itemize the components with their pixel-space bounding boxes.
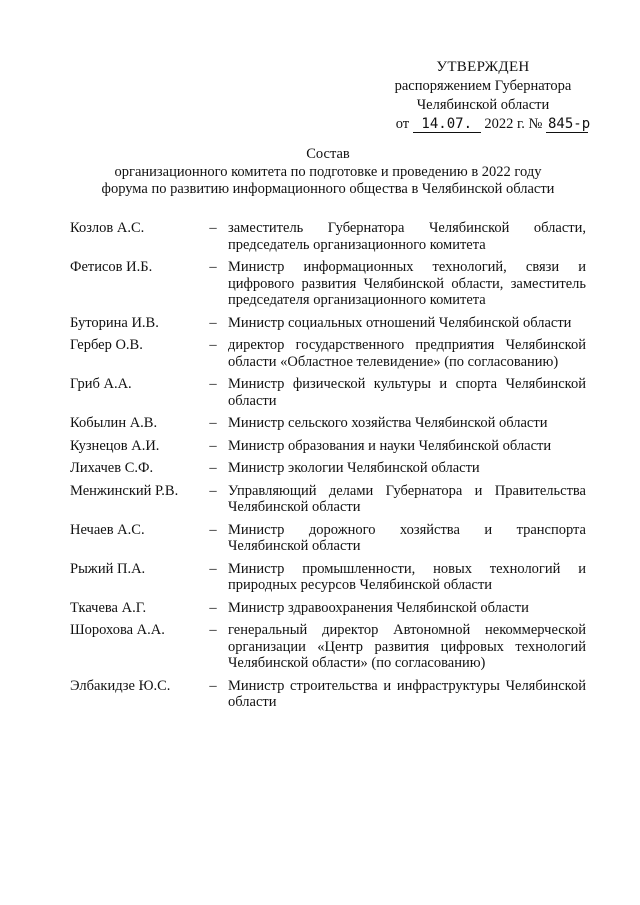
member-position: Министр социальных отношений Челябинской области [228,314,572,331]
member-dash: – [209,220,217,236]
member-name: Кобылин А.В. [70,415,158,431]
member-name: Гербер О.В. [70,337,143,353]
member-row [70,220,586,253]
order-date: 14.07. [413,117,481,133]
member-row [70,337,586,370]
member-position: заместитель Губернатора Челябинской области, председатель организационного комитета [228,220,586,253]
member-row [70,460,586,477]
member-dash: – [209,259,217,275]
member-name: Нечаев А.С. [70,521,145,538]
approval-stamp-block [378,58,591,134]
member-name: Рыжий П.А. [70,560,146,577]
approval-date-line [378,115,591,134]
member-dash: – [209,599,217,616]
member-dash: – [209,314,217,331]
member-row [70,376,586,409]
member-dash: – [209,622,217,638]
member-position: Министр промышленности, новых технологий и природных ресурсов Челябинской области [228,560,586,593]
member-row [70,415,586,432]
member-position: директор государственного предприятия Челябинской области «Областное телевидение» (по согласованию) [228,337,586,370]
member-row [70,259,586,309]
approval-line-1: распоряжением Губернатора [394,78,572,94]
member-row [70,483,586,516]
member-name: Элбакидзе Ю.С. [70,677,171,694]
title-line-1: Состав [306,146,350,162]
member-name: Ткачева А.Г. [70,599,147,616]
member-dash: – [209,677,217,694]
member-name: Буторина И.В. [70,314,159,331]
member-row [70,315,586,332]
member-position: Министр здравоохранения Челябинской области [228,599,529,616]
member-dash: – [209,337,217,353]
member-row [70,600,586,617]
member-name: Шорохова А.А. [70,622,165,638]
member-position: Министр сельского хозяйства Челябинской области [228,415,548,431]
member-dash: – [209,376,217,392]
member-position: Министр информационных технологий, связи и цифрового развития Челябинской области, заместитель председателя организационного комитета [228,259,586,308]
member-dash: – [209,437,217,454]
approval-line-2: Челябинской области [416,97,550,113]
member-row [70,678,586,711]
member-position: генеральный директор Автономной некоммерческой организации «Центр развития цифровых технологий Челябинской области» (по согласованию) [228,622,586,671]
member-row [70,438,586,455]
member-row [70,522,586,555]
order-number: 845-р [548,116,591,132]
member-name: Фетисов И.Б. [70,259,153,275]
member-name: Лихачев С.Ф. [70,460,154,476]
member-name: Кузнецов А.И. [70,437,160,454]
document-title [70,146,586,199]
member-dash: – [209,415,217,431]
approval-heading: УТВЕРЖДЕН [436,59,530,75]
member-position: Министр строительства и инфраструктуры Челябинской области [228,677,586,710]
member-position: Министр дорожного хозяйства и транспорта Челябинской области [228,521,586,554]
member-dash: – [209,482,217,499]
member-name: Гриб А.А. [70,376,132,392]
member-dash: – [209,460,217,476]
member-row [70,561,586,594]
member-position: Министр физической культуры и спорта Челябинской области [228,376,586,409]
member-dash: – [209,560,217,577]
member-position: Министр образования и науки Челябинской области [228,437,552,454]
member-name: Козлов А.С. [70,220,145,236]
year-text: 2022 г. № [484,116,543,132]
member-position: Министр экологии Челябинской области [228,460,480,476]
title-line-3: форума по развитию информационного общества в Челябинской области [101,181,555,197]
title-line-2: организационного комитета по подготовке и проведению в 2022 году [114,163,542,180]
member-name: Менжинский Р.В. [70,482,179,499]
date-prefix: от [395,116,410,132]
members-list [70,220,586,717]
member-row [70,622,586,672]
member-position: Управляющий делами Губернатора и Правительства Челябинской области [228,482,586,515]
member-dash: – [209,521,217,538]
